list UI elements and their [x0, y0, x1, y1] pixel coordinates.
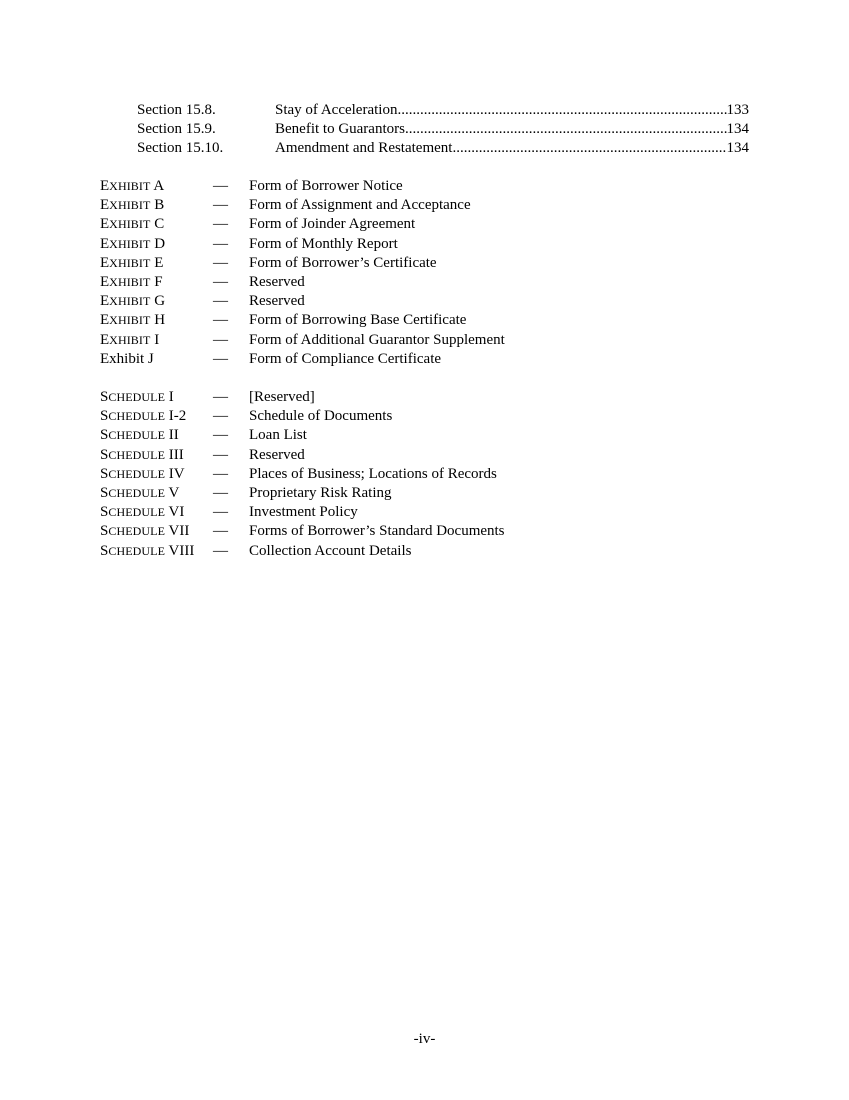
exhibit-list	[100, 177, 700, 369]
schedule-label: SCHEDULE II	[100, 427, 179, 444]
exhibit-row	[100, 331, 700, 350]
toc-dot-leader	[397, 101, 726, 120]
exhibit-row	[100, 177, 700, 196]
toc-section-title: Benefit to Guarantors	[275, 121, 405, 137]
exhibit-label: Exhibit J	[100, 350, 154, 367]
schedule-title: Loan List	[249, 427, 307, 444]
em-dash: —	[213, 484, 228, 501]
exhibit-row	[100, 196, 700, 215]
em-dash: —	[213, 197, 228, 214]
em-dash: —	[213, 465, 228, 482]
exhibit-label: EXHIBIT C	[100, 216, 165, 233]
toc-dot-leader	[452, 139, 726, 158]
exhibit-title: Form of Additional Guarantor Supplement	[249, 331, 505, 348]
schedule-row	[100, 426, 700, 445]
schedule-label: SCHEDULE V	[100, 484, 180, 501]
em-dash: —	[213, 350, 228, 367]
exhibit-title: Form of Assignment and Acceptance	[249, 197, 471, 214]
toc-section-title: Stay of Acceleration	[275, 102, 398, 118]
schedule-title: Places of Business; Locations of Records	[249, 465, 497, 482]
exhibit-label: EXHIBIT G	[100, 293, 166, 310]
exhibit-title: Form of Compliance Certificate	[249, 350, 442, 367]
exhibit-title: Form of Joinder Agreement	[249, 216, 416, 233]
exhibit-title: Form of Borrower Notice	[249, 178, 403, 194]
exhibit-label: EXHIBIT B	[100, 197, 165, 214]
exhibit-row	[100, 254, 700, 273]
exhibit-label: EXHIBIT F	[100, 273, 163, 290]
em-dash: —	[213, 389, 228, 405]
em-dash: —	[213, 504, 228, 521]
page-number-footer: -iv-	[413, 1031, 436, 1047]
schedule-title: Reserved	[249, 446, 305, 463]
em-dash: —	[213, 446, 228, 463]
schedule-title: Schedule of Documents	[249, 408, 393, 425]
table-of-contents	[137, 101, 749, 158]
schedule-row	[100, 522, 700, 541]
exhibit-title: Form of Borrowing Base Certificate	[249, 312, 467, 329]
exhibit-row	[100, 311, 700, 330]
toc-page-number: 133	[726, 102, 749, 118]
schedule-row	[100, 503, 700, 522]
exhibit-label: EXHIBIT I	[100, 331, 160, 348]
exhibit-label: EXHIBIT A	[100, 178, 165, 194]
em-dash: —	[213, 312, 228, 329]
schedule-label: SCHEDULE IV	[100, 465, 185, 482]
toc-page-number: 134	[726, 140, 749, 156]
toc-section-number: Section 15.9.	[137, 121, 216, 137]
em-dash: —	[213, 331, 228, 348]
schedule-label: SCHEDULE VII	[100, 523, 190, 540]
schedule-title: Proprietary Risk Rating	[249, 484, 392, 501]
schedule-row	[100, 446, 700, 465]
toc-section-number: Section 15.10.	[137, 140, 224, 156]
em-dash: —	[213, 427, 228, 444]
schedule-list	[100, 388, 700, 561]
exhibit-label: EXHIBIT D	[100, 235, 166, 252]
em-dash: —	[213, 408, 228, 425]
exhibit-row	[100, 350, 700, 369]
schedule-title: [Reserved]	[249, 389, 315, 405]
exhibit-row	[100, 235, 700, 254]
exhibit-row	[100, 292, 700, 311]
em-dash: —	[213, 178, 228, 194]
em-dash: —	[213, 254, 228, 271]
schedule-title: Forms of Borrower’s Standard Documents	[249, 523, 505, 540]
em-dash: —	[213, 235, 228, 252]
em-dash: —	[213, 293, 228, 310]
toc-entry	[137, 139, 749, 158]
schedule-label: SCHEDULE I-2	[100, 408, 187, 425]
schedule-row	[100, 542, 700, 561]
exhibit-row	[100, 215, 700, 234]
schedule-label: SCHEDULE I	[100, 389, 174, 405]
exhibit-title: Reserved	[249, 293, 305, 310]
toc-page-number: 134	[726, 121, 749, 137]
em-dash: —	[213, 523, 228, 540]
exhibit-row	[100, 273, 700, 292]
exhibit-label: EXHIBIT H	[100, 312, 166, 329]
schedule-row	[100, 407, 700, 426]
em-dash: —	[213, 542, 228, 559]
toc-entry	[137, 101, 749, 120]
schedule-label: SCHEDULE VI	[100, 504, 185, 521]
toc-section-number: Section 15.8.	[137, 102, 216, 118]
exhibit-label: EXHIBIT E	[100, 254, 164, 271]
schedule-row	[100, 465, 700, 484]
exhibit-title: Reserved	[249, 273, 305, 290]
schedule-label: SCHEDULE III	[100, 446, 184, 463]
em-dash: —	[213, 273, 228, 290]
schedule-row	[100, 388, 700, 407]
schedule-title: Collection Account Details	[249, 542, 412, 559]
exhibit-title: Form of Borrower’s Certificate	[249, 254, 437, 271]
schedule-label: SCHEDULE VIII	[100, 542, 195, 559]
toc-section-title: Amendment and Restatement	[275, 140, 453, 156]
toc-entry	[137, 120, 749, 139]
toc-dot-leader	[405, 120, 727, 139]
schedule-row	[100, 484, 700, 503]
exhibit-title: Form of Monthly Report	[249, 235, 398, 252]
schedule-title: Investment Policy	[249, 504, 358, 521]
em-dash: —	[213, 216, 228, 233]
